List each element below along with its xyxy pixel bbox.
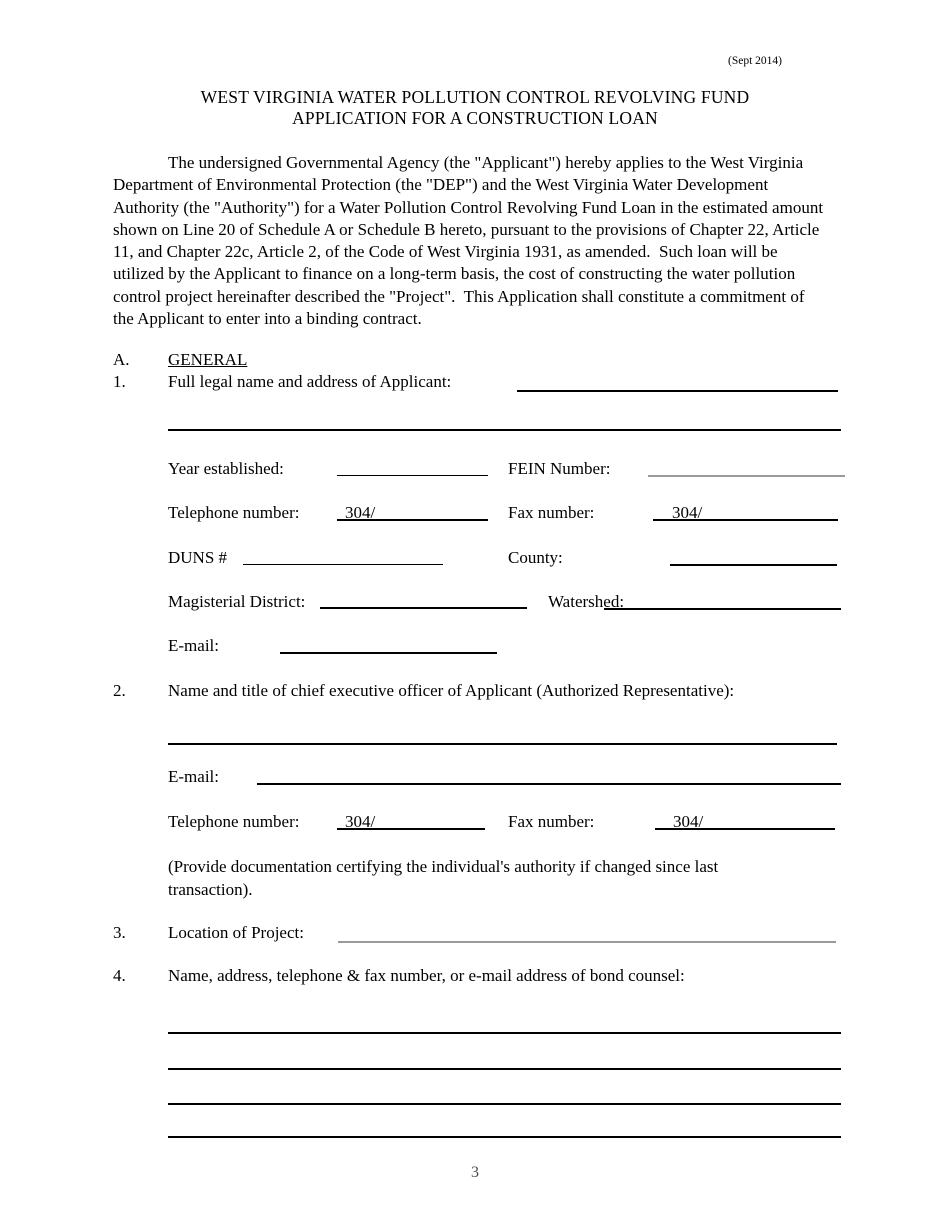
form-title-line1: WEST VIRGINIA WATER POLLUTION CONTROL REVOLVING FUND bbox=[200, 87, 750, 107]
fax-label-1: Fax number: bbox=[508, 503, 595, 522]
fax-label-2: Fax number: bbox=[508, 812, 595, 831]
fax-area-code-2: 304/ bbox=[673, 812, 704, 831]
county-label: County: bbox=[508, 548, 563, 567]
item-1-number: 1. bbox=[113, 372, 126, 391]
telephone-blank-line-2 bbox=[337, 828, 485, 830]
item-2-label: Name and title of chief executive officer of Applicant (Authorized Representative): bbox=[168, 681, 735, 700]
applicant-name-blank-line-1 bbox=[517, 390, 838, 392]
intro-line: Authority (the "Authority") for a Water Pollution Control Revolving Fund Loan in the estimated amount bbox=[113, 197, 824, 217]
intro-line: Department of Environmental Protection (the "DEP") and the West Virginia Water Development bbox=[113, 175, 769, 195]
email-label-1: E-mail: bbox=[168, 636, 219, 655]
fax-area-code-1: 304/ bbox=[672, 503, 703, 522]
fax-blank-line-1 bbox=[653, 519, 838, 521]
year-established-blank-line bbox=[337, 475, 488, 476]
intro-line: The undersigned Governmental Agency (the "Applicant") hereby applies to the West Virginia bbox=[168, 153, 804, 172]
bond-counsel-blank-line-4 bbox=[168, 1136, 841, 1138]
item-4-number: 4. bbox=[113, 966, 126, 985]
telephone-label-1: Telephone number: bbox=[168, 503, 300, 522]
intro-line: 11, and Chapter 22c, Article 2, of the Code of West Virginia 1931, as amended. Such loan will be bbox=[113, 242, 778, 262]
ceo-name-blank-line bbox=[168, 743, 837, 745]
county-blank-line bbox=[670, 564, 837, 566]
magisterial-district-label: Magisterial District: bbox=[168, 592, 306, 611]
item-3-label: Location of Project: bbox=[168, 923, 304, 942]
telephone-blank-line-1 bbox=[337, 519, 488, 521]
bond-counsel-blank-line-2 bbox=[168, 1068, 841, 1070]
authority-change-note bbox=[168, 856, 718, 901]
revision-date-note: (Sept 2014) bbox=[728, 55, 782, 67]
magisterial-district-blank-line bbox=[320, 607, 527, 609]
email-blank-line-2 bbox=[257, 783, 841, 785]
email-label-2: E-mail: bbox=[168, 767, 219, 786]
email-blank-line-1 bbox=[280, 652, 497, 654]
project-location-blank-line bbox=[338, 941, 836, 943]
duns-label: DUNS # bbox=[168, 548, 228, 567]
intro-line: shown on Line 20 of Schedule A or Schedule B hereto, pursuant to the provisions of Chapter 22, Article bbox=[113, 219, 820, 239]
telephone-area-code-2: 304/ bbox=[345, 812, 376, 831]
duns-blank-line bbox=[243, 564, 443, 565]
authority-change-note-line2: transaction). bbox=[168, 879, 253, 899]
telephone-area-code-1: 304/ bbox=[345, 503, 376, 522]
fax-blank-line-2 bbox=[655, 828, 835, 830]
item-1-label: Full legal name and address of Applicant: bbox=[168, 372, 452, 391]
fein-number-blank-line bbox=[648, 475, 845, 477]
watershed-blank-line bbox=[604, 608, 841, 610]
item-2-number: 2. bbox=[113, 681, 126, 700]
section-a-label: A. bbox=[113, 350, 130, 369]
fein-number-label: FEIN Number: bbox=[508, 459, 611, 478]
year-established-label: Year established: bbox=[168, 459, 284, 478]
intro-line: the Applicant to enter into a binding contract. bbox=[113, 309, 422, 329]
section-a-heading: GENERAL bbox=[168, 350, 248, 369]
item-3-number: 3. bbox=[113, 923, 126, 942]
intro-paragraph bbox=[113, 152, 913, 330]
item-4-label: Name, address, telephone & fax number, or e-mail address of bond counsel: bbox=[168, 966, 685, 985]
watershed-label: Watershed: bbox=[548, 592, 625, 611]
intro-line: control project hereinafter described the "Project". This Application shall constitute a commitment of bbox=[113, 286, 805, 306]
form-title-line2: APPLICATION FOR A CONSTRUCTION LOAN bbox=[292, 108, 658, 128]
applicant-name-blank-line-2 bbox=[168, 429, 841, 431]
page-number: 3 bbox=[471, 1164, 479, 1181]
telephone-label-2: Telephone number: bbox=[168, 812, 300, 831]
intro-line: utilized by the Applicant to finance on a long-term basis, the cost of constructing the water pollution bbox=[113, 264, 796, 284]
bond-counsel-blank-line-3 bbox=[168, 1103, 841, 1105]
bond-counsel-blank-line-1 bbox=[168, 1032, 841, 1034]
authority-change-note-line1: (Provide documentation certifying the individual's authority if changed since last bbox=[168, 857, 719, 876]
